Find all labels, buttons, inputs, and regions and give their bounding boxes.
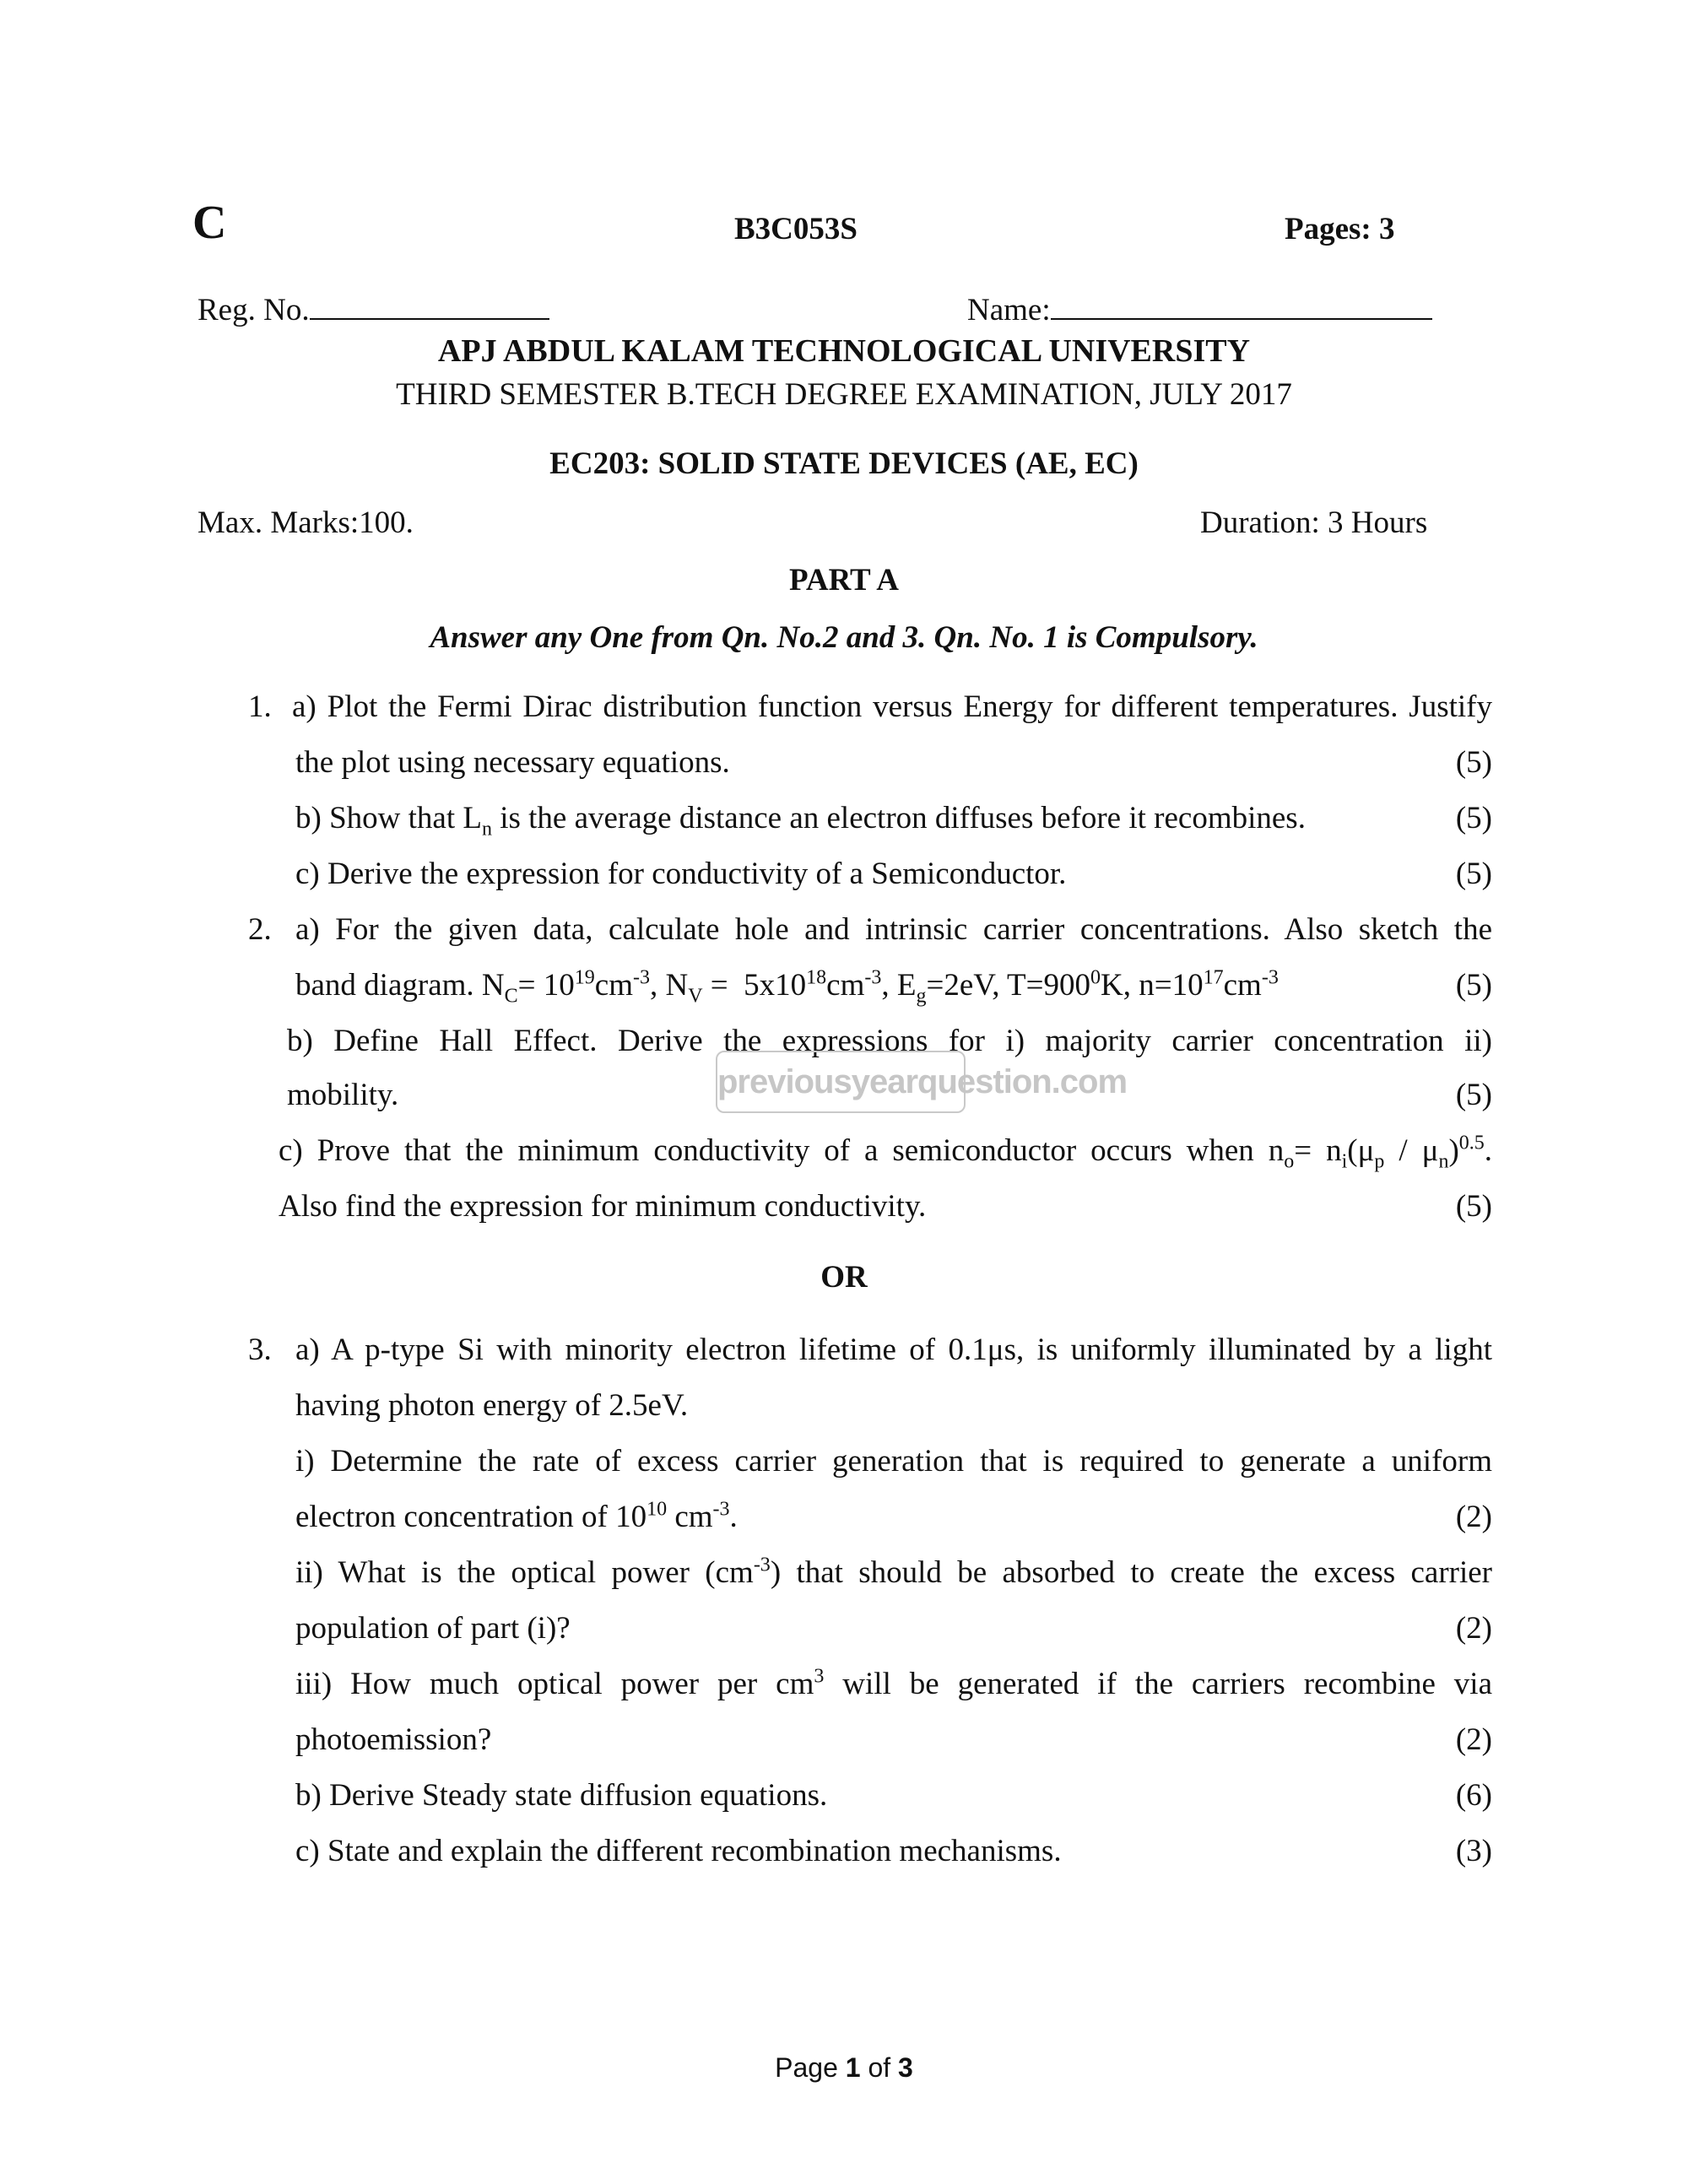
q2-a-line2 [295,966,1279,1008]
q3-iii-line1 [295,1666,1492,1703]
q3-number: 3. [248,1333,272,1367]
q2-a-sup7: -3 [1261,966,1279,989]
q3-ii-line2: population of part (i)? [295,1611,571,1646]
paper-code: B3C053S [734,212,858,246]
footer-page-num: 1 [845,2052,861,2083]
q2-c-sub2: i [1341,1150,1348,1173]
q1-b-post: is the average distance an electron diffuses before it recombines. [491,801,1306,835]
q3-ii-seg2: ) that should be absorbed to create the excess carrier [770,1555,1492,1590]
q3-i-line1: i) Determine the rate of excess carrier generation that is required to generate a uniform [295,1444,1492,1479]
q3-iii-seg2: will be generated if the carriers recombine via [824,1667,1492,1701]
q1-b-pre: b) Show that L [295,801,482,835]
footer-page-word: Page [775,2052,838,2083]
q3-i-seg1: electron concentration of 10 [295,1500,647,1534]
q3-b-text: b) Derive Steady state diffusion equations. [295,1778,828,1813]
q1-b-sub: n [481,818,492,841]
course-title: EC203: SOLID STATE DEVICES (AE, EC) [549,446,1139,481]
q1-number: 1. [248,689,272,724]
q3-i-sup2: -3 [712,1498,730,1521]
q2-c-sub1: o [1284,1150,1295,1173]
q1-b-marks: (5) [1455,801,1492,835]
q3-i-line2 [295,1499,738,1536]
paper-version: C [192,197,227,249]
q2-a-seg9: K, n=10 [1101,968,1204,1003]
q3-b-marks: (6) [1455,1778,1492,1813]
page-count: Pages: 3 [1285,212,1395,246]
q2-a-seg10: cm [1223,968,1262,1003]
q2-b-line2: mobility. [287,1078,399,1112]
part-a-title: PART A [789,563,899,597]
footer-page-total: 3 [898,2052,913,2083]
q3-i-marks: (2) [1455,1500,1492,1534]
reg-no-label: Reg. No. [197,293,310,327]
q2-c-line1 [279,1132,1493,1173]
q2-a-sub2: V [688,985,703,1008]
q3-i-seg2: cm [667,1500,713,1534]
q1-a-line2: the plot using necessary equations. [295,745,730,780]
q2-a-sub1: C [504,985,518,1008]
q3-iii-line2: photoemission? [295,1722,492,1757]
reg-no-blank [310,293,549,320]
name-label: Name: [967,293,1051,327]
q3-ii-marks: (2) [1455,1611,1492,1646]
q2-c-seg4: / μ [1384,1133,1439,1168]
q3-ii-seg1: ii) What is the optical power (cm [295,1555,754,1590]
q2-a-line1: a) For the given data, calculate hole and intrinsic carrier concentrations. Also sketch the [295,912,1492,947]
q2-b-line1: b) Define Hall Effect. Derive the expressions for i) majority carrier concentration ii) [287,1024,1492,1058]
q1-c-marks: (5) [1455,857,1492,891]
q2-a-seg1: band diagram. N [295,968,505,1003]
or-separator: OR [820,1260,868,1295]
footer-of-word: of [868,2052,891,2083]
page-footer [0,2051,1688,2084]
watermark-logo: previousyearquestion.com [716,1051,966,1113]
q2-a-seg8: =2eV, T=900 [926,968,1091,1003]
q3-c-marks: (3) [1455,1834,1492,1868]
q2-c-seg5: ) [1448,1133,1459,1168]
q3-iii-seg1: iii) How much optical power per cm [295,1667,814,1701]
q1-b-text [295,800,1306,841]
q2-a-marks: (5) [1455,968,1492,1003]
duration: Duration: 3 Hours [1200,505,1428,540]
q2-c-sub4: n [1438,1150,1449,1173]
q2-c-line2: Also find the expression for minimum conductivity. [279,1189,927,1224]
q2-c-sub3: p [1374,1150,1385,1173]
q3-i-seg3: . [729,1500,738,1534]
q2-a-seg6: cm [826,968,865,1003]
q2-c-marks: (5) [1455,1189,1492,1224]
q3-iii-sup: 3 [814,1665,825,1688]
q2-c-seg3: (μ [1347,1133,1375,1168]
q2-b-marks: (5) [1455,1078,1492,1112]
q1-c-text: c) Derive the expression for conductivity of a Semiconductor. [295,857,1067,891]
q3-ii-line1 [295,1554,1492,1592]
q1-a-line1: a) Plot the Fermi Dirac distribution function versus Energy for different temperatures. Justify [292,689,1492,724]
q2-number: 2. [248,912,272,947]
name-field [967,292,1432,329]
q2-c-sup1: 0.5 [1458,1132,1485,1154]
part-a-instruction: Answer any One from Qn. No.2 and 3. Qn. No. 1 is Compulsory. [430,620,1258,655]
university-title: APJ ABDUL KALAM TECHNOLOGICAL UNIVERSITY [437,333,1251,369]
q3-c-text: c) State and explain the different recombination mechanisms. [295,1834,1062,1868]
q2-a-sup3: 18 [806,966,827,989]
q3-i-sup1: 10 [647,1498,668,1521]
q2-a-seg2: = 10 [517,968,575,1003]
q3-a-line2: having photon energy of 2.5eV. [295,1388,689,1423]
q2-a-seg7: , E [881,968,917,1003]
reg-no-field [197,292,549,329]
exam-title: THIRD SEMESTER B.TECH DEGREE EXAMINATION, JULY 2017 [396,377,1292,412]
q2-a-seg5: = 5x10 [702,968,807,1003]
q2-c-seg1: c) Prove that the minimum conductivity of a semiconductor occurs when n [279,1133,1285,1168]
q2-a-sup6: 17 [1203,966,1224,989]
q2-a-sub3: g [916,985,927,1008]
q3-a-line1: a) A p-type Si with minority electron lifetime of 0.1μs, is uniformly illuminated by a light [295,1333,1492,1367]
q2-a-sup4: -3 [864,966,882,989]
q2-a-sup1: 19 [574,966,595,989]
q3-iii-marks: (2) [1455,1722,1492,1757]
q2-a-sup5: 0 [1090,966,1101,989]
q2-c-seg6: . [1484,1133,1493,1168]
q2-a-sup2: -3 [632,966,650,989]
q2-c-seg2: = n [1294,1133,1342,1168]
q1-a-marks: (5) [1455,745,1492,780]
name-blank [1051,293,1432,320]
q2-a-seg3: cm [594,968,633,1003]
q3-ii-sup: -3 [753,1554,771,1576]
max-marks: Max. Marks:100. [197,505,414,540]
q2-a-seg4: , N [649,968,689,1003]
